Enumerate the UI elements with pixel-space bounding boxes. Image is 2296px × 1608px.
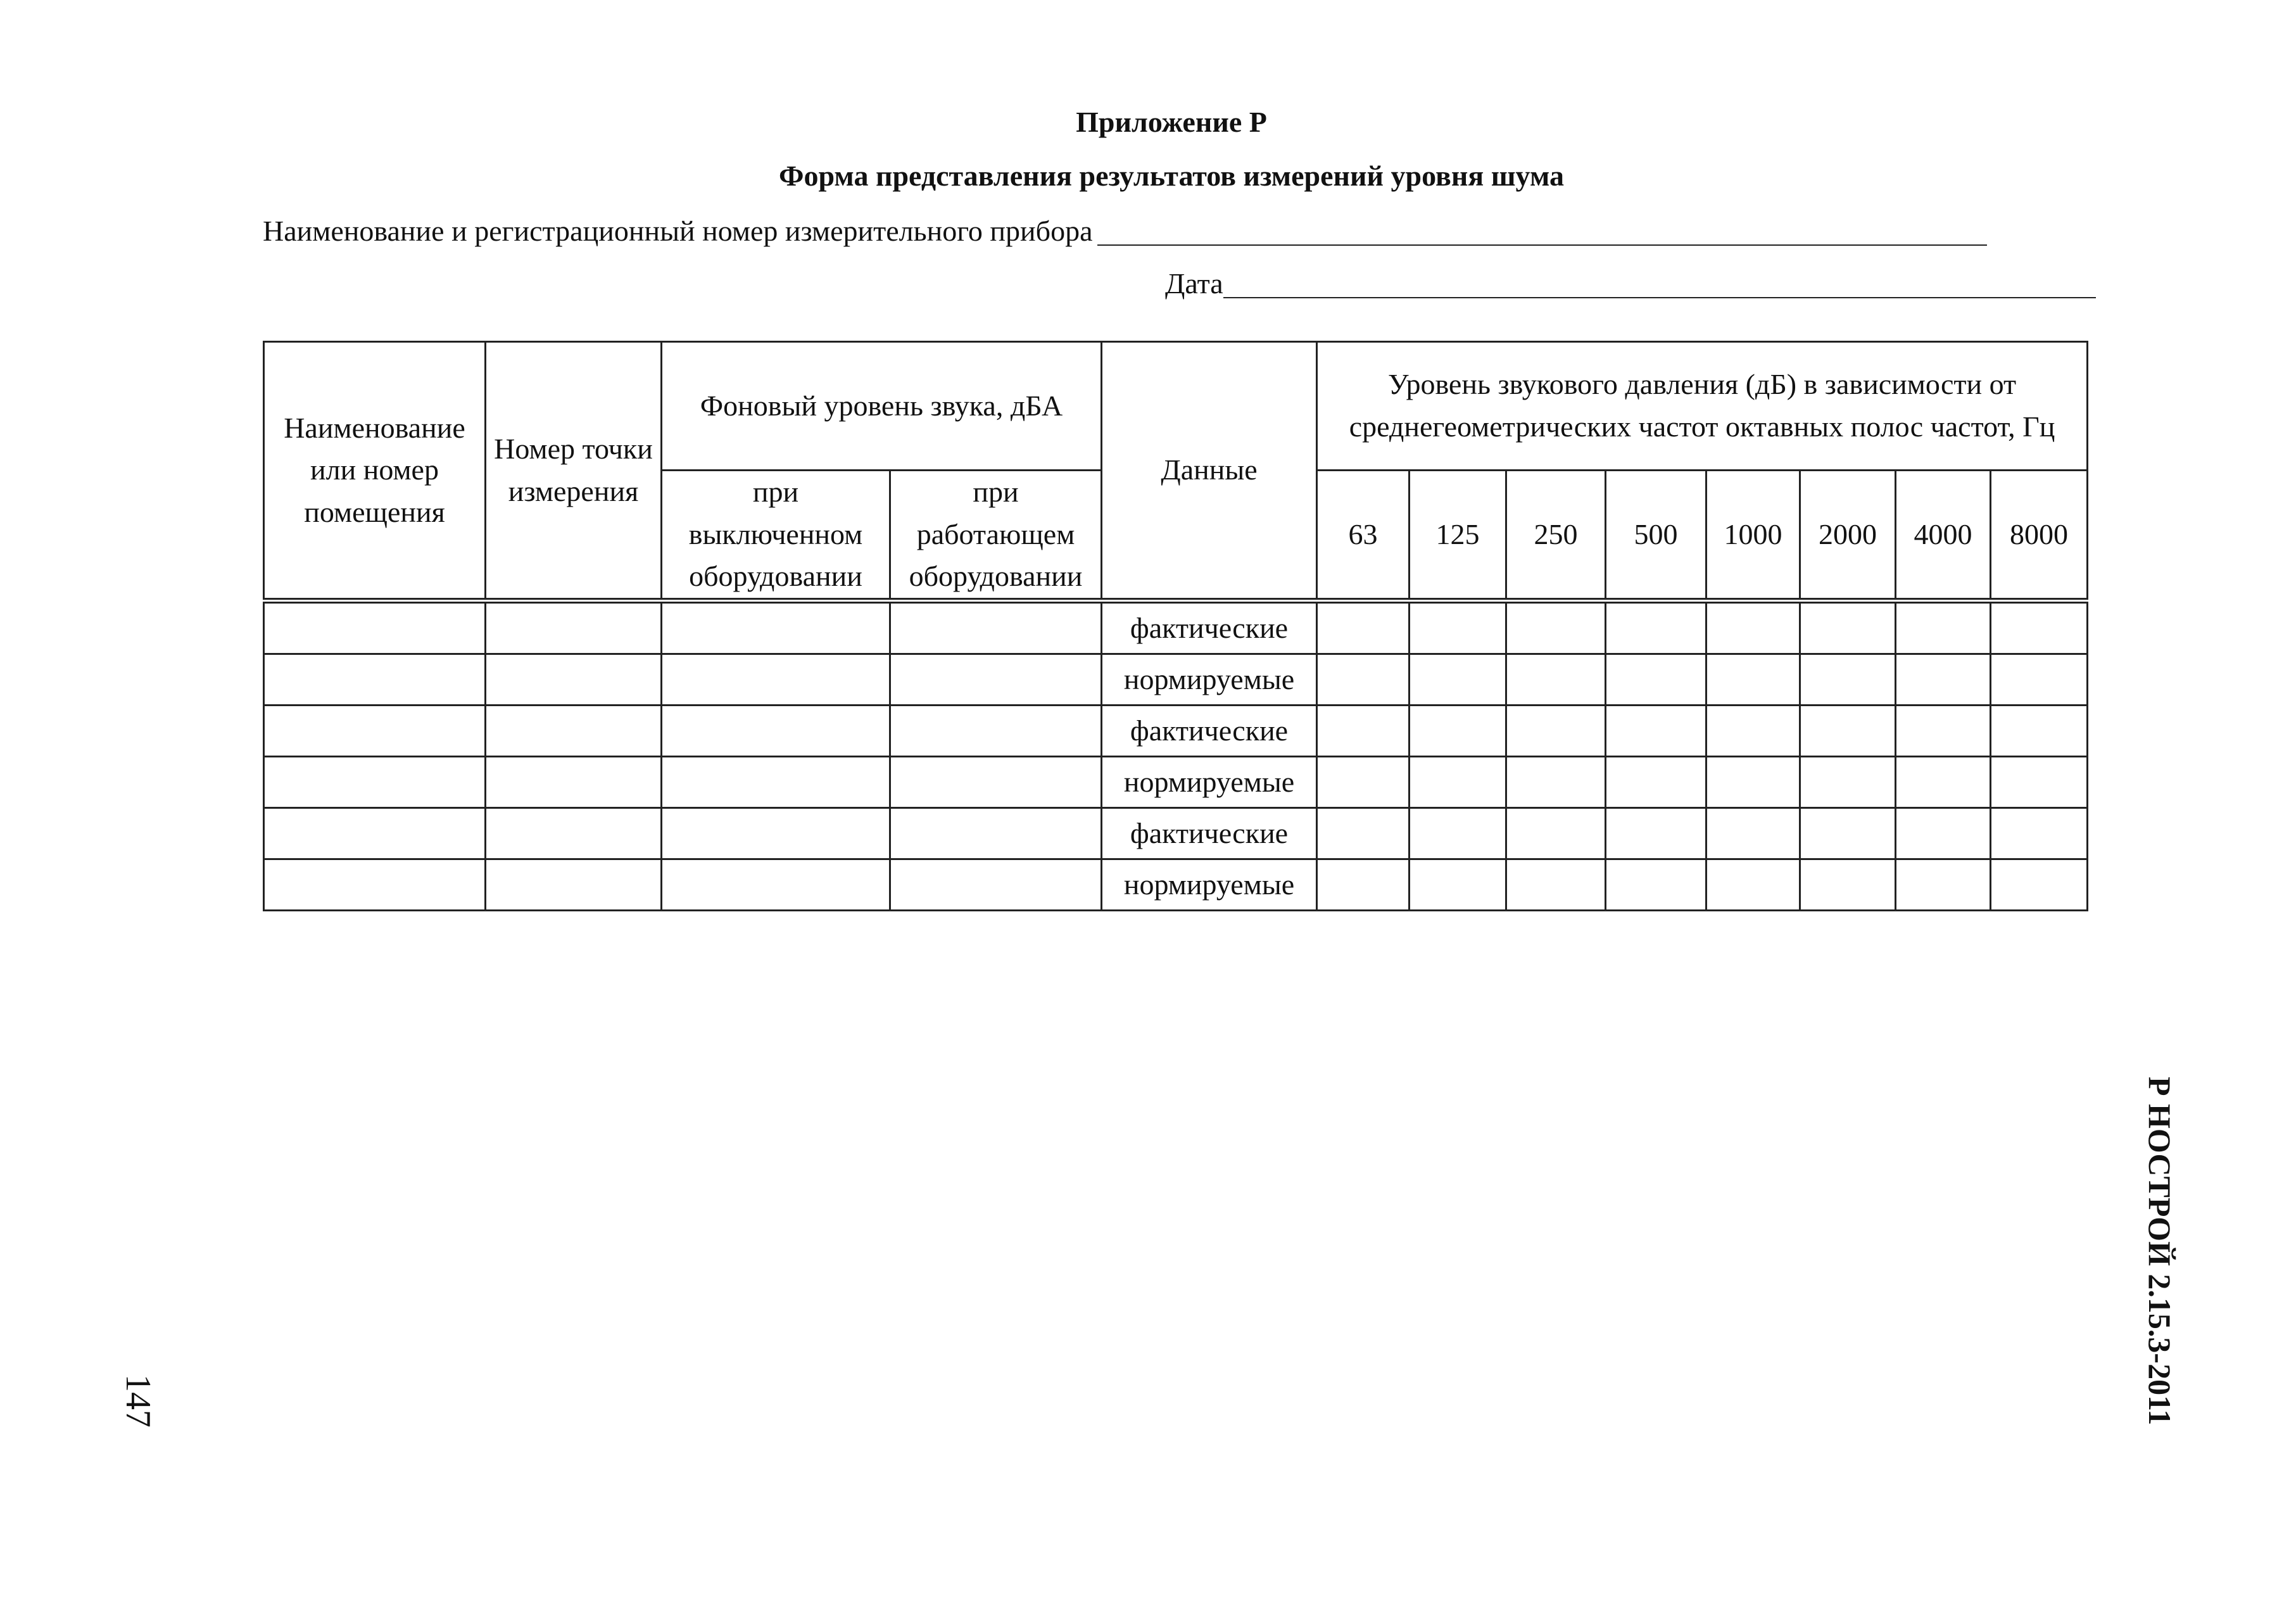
cell-freq-500[interactable]	[1606, 859, 1706, 911]
cell-freq-500[interactable]	[1606, 654, 1706, 706]
header-freq-8000: 8000	[1991, 471, 2088, 601]
cell-freq-250[interactable]	[1506, 706, 1606, 757]
cell-point[interactable]	[486, 601, 662, 654]
page-number: 147	[118, 1374, 158, 1428]
header-freq-125: 125	[1410, 471, 1506, 601]
table-row	[264, 706, 2088, 757]
header-freq-2000: 2000	[1800, 471, 1896, 601]
cell-point[interactable]	[486, 654, 662, 706]
header-freq-4000: 4000	[1896, 471, 1991, 601]
cell-data-type: фактические	[1102, 706, 1317, 757]
cell-freq-500[interactable]	[1606, 808, 1706, 859]
date-field-blank[interactable]	[1223, 272, 2096, 298]
cell-freq-250[interactable]	[1506, 601, 1606, 654]
cell-freq-8000[interactable]	[1991, 808, 2088, 859]
cell-freq-125[interactable]	[1410, 757, 1506, 808]
cell-freq-125[interactable]	[1410, 808, 1506, 859]
header-data: Данные	[1102, 342, 1317, 601]
cell-data-type: нормируемые	[1102, 757, 1317, 808]
cell-freq-63[interactable]	[1317, 706, 1410, 757]
cell-freq-250[interactable]	[1506, 757, 1606, 808]
cell-freq-4000[interactable]	[1896, 654, 1991, 706]
cell-freq-63[interactable]	[1317, 808, 1410, 859]
header-background-off: при выключенном оборудовании	[662, 471, 890, 601]
cell-freq-125[interactable]	[1410, 859, 1506, 911]
cell-freq-1000[interactable]	[1706, 757, 1800, 808]
cell-freq-8000[interactable]	[1991, 859, 2088, 911]
cell-room[interactable]	[264, 757, 486, 808]
cell-freq-250[interactable]	[1506, 654, 1606, 706]
cell-freq-63[interactable]	[1317, 757, 1410, 808]
table-row	[264, 859, 2088, 911]
cell-freq-125[interactable]	[1410, 601, 1506, 654]
cell-freq-4000[interactable]	[1896, 859, 1991, 911]
cell-point[interactable]	[486, 808, 662, 859]
cell-freq-125[interactable]	[1410, 706, 1506, 757]
cell-freq-4000[interactable]	[1896, 808, 1991, 859]
cell-room[interactable]	[264, 808, 486, 859]
device-field	[263, 217, 1987, 246]
form-title: Форма представления результатов измерений уровня шума	[779, 160, 1564, 192]
cell-background-on[interactable]	[890, 706, 1102, 757]
cell-background-on[interactable]	[890, 654, 1102, 706]
noise-results-table	[263, 341, 2088, 911]
cell-background-off[interactable]	[662, 601, 890, 654]
device-field-label: Наименование и регистрационный номер измерительного прибора	[263, 215, 1093, 247]
cell-point[interactable]	[486, 757, 662, 808]
cell-freq-2000[interactable]	[1800, 706, 1896, 757]
table-row	[264, 808, 2088, 859]
cell-data-type: фактические	[1102, 601, 1317, 654]
cell-background-on[interactable]	[890, 859, 1102, 911]
table-row	[264, 757, 2088, 808]
cell-background-on[interactable]	[890, 808, 1102, 859]
header-sound-pressure: Уровень звукового давления (дБ) в зависимости от среднегеометрических частот октавных полос частот, Гц	[1317, 342, 2088, 471]
header-freq-250: 250	[1506, 471, 1606, 601]
cell-room[interactable]	[264, 859, 486, 911]
cell-freq-1000[interactable]	[1706, 601, 1800, 654]
cell-data-type: нормируемые	[1102, 654, 1317, 706]
cell-background-off[interactable]	[662, 654, 890, 706]
table-row	[264, 601, 2088, 654]
appendix-title: Приложение Р	[1076, 106, 1267, 138]
header-freq-1000: 1000	[1706, 471, 1800, 601]
header-room: Наименование или номер помещения	[264, 342, 486, 601]
cell-freq-2000[interactable]	[1800, 601, 1896, 654]
cell-freq-8000[interactable]	[1991, 757, 2088, 808]
cell-background-off[interactable]	[662, 757, 890, 808]
cell-freq-1000[interactable]	[1706, 654, 1800, 706]
header-freq-500: 500	[1606, 471, 1706, 601]
cell-freq-4000[interactable]	[1896, 601, 1991, 654]
header-background-on: при работающем оборудовании	[890, 471, 1102, 601]
cell-room[interactable]	[264, 654, 486, 706]
cell-freq-4000[interactable]	[1896, 757, 1991, 808]
table-row	[264, 654, 2088, 706]
cell-freq-500[interactable]	[1606, 706, 1706, 757]
document-code: Р НОСТРОЙ 2.15.3-2011	[2142, 1077, 2178, 1426]
header-background-level: Фоновый уровень звука, дБА	[662, 342, 1102, 471]
cell-freq-8000[interactable]	[1991, 706, 2088, 757]
cell-freq-500[interactable]	[1606, 601, 1706, 654]
cell-freq-1000[interactable]	[1706, 706, 1800, 757]
header-freq-63: 63	[1317, 471, 1410, 601]
cell-freq-8000[interactable]	[1991, 601, 2088, 654]
cell-freq-63[interactable]	[1317, 601, 1410, 654]
header-point: Номер точки измерения	[486, 342, 662, 601]
cell-data-type: нормируемые	[1102, 859, 1317, 911]
cell-point[interactable]	[486, 706, 662, 757]
cell-freq-2000[interactable]	[1800, 859, 1896, 911]
cell-freq-63[interactable]	[1317, 654, 1410, 706]
date-field	[1165, 269, 2096, 298]
cell-freq-2000[interactable]	[1800, 654, 1896, 706]
cell-freq-250[interactable]	[1506, 859, 1606, 911]
cell-data-type: фактические	[1102, 808, 1317, 859]
date-field-label: Дата	[1165, 267, 1223, 300]
cell-freq-1000[interactable]	[1706, 859, 1800, 911]
cell-background-on[interactable]	[890, 601, 1102, 654]
cell-freq-1000[interactable]	[1706, 808, 1800, 859]
cell-freq-2000[interactable]	[1800, 808, 1896, 859]
cell-background-off[interactable]	[662, 808, 890, 859]
cell-room[interactable]	[264, 706, 486, 757]
cell-background-off[interactable]	[662, 859, 890, 911]
cell-freq-500[interactable]	[1606, 757, 1706, 808]
cell-freq-63[interactable]	[1317, 859, 1410, 911]
cell-background-on[interactable]	[890, 757, 1102, 808]
device-field-blank[interactable]	[1097, 219, 1987, 246]
cell-freq-250[interactable]	[1506, 808, 1606, 859]
cell-freq-8000[interactable]	[1991, 654, 2088, 706]
cell-freq-4000[interactable]	[1896, 706, 1991, 757]
cell-room[interactable]	[264, 601, 486, 654]
cell-freq-125[interactable]	[1410, 654, 1506, 706]
cell-point[interactable]	[486, 859, 662, 911]
cell-background-off[interactable]	[662, 706, 890, 757]
cell-freq-2000[interactable]	[1800, 757, 1896, 808]
